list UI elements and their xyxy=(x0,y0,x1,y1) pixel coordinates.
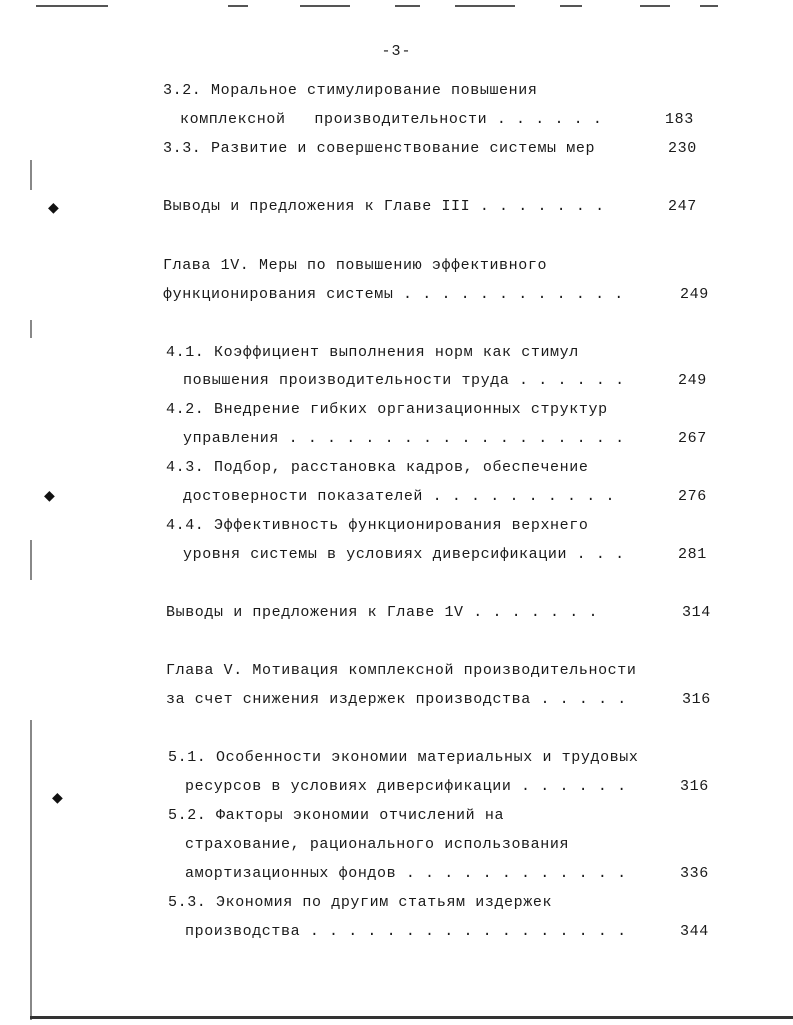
toc-entry-4-4-line2: уровня системы в условиях диверсификации . . . xyxy=(183,546,625,563)
toc-chapter-5-line1: Глава V. Мотивация комплексной производительности xyxy=(166,662,637,679)
toc-page-ch4: 249 xyxy=(680,286,709,303)
toc-entry-3-2-line2: комплексной производительности . . . . . . xyxy=(180,111,603,128)
toc-entry-ch3-conclusions: Выводы и предложения к Главе III . . . . . . . xyxy=(163,198,605,215)
toc-entry-5-2-line3: амортизационных фондов . . . . . . . . . . . . xyxy=(185,865,627,882)
toc-page-4-2: 267 xyxy=(678,430,707,447)
toc-chapter-5-line2: за счет снижения издержек производства . . . . . xyxy=(166,691,627,708)
toc-page-3-3: 230 xyxy=(668,140,697,157)
toc-entry-4-3-line1: 4.3. Подбор, расстановка кадров, обеспечение xyxy=(166,459,589,476)
scan-left-edge xyxy=(30,120,34,1025)
toc-entry-3-3: 3.3. Развитие и совершенствование системы мер xyxy=(163,140,596,157)
toc-page-4-3: 276 xyxy=(678,488,707,505)
binding-hole-mark: ◆ xyxy=(48,199,59,219)
toc-entry-4-1-line1: 4.1. Коэффициент выполнения норм как стимул xyxy=(166,344,579,361)
toc-entry-4-2-line1: 4.2. Внедрение гибких организационных структур xyxy=(166,401,608,418)
toc-chapter-4-line2: функционирования системы . . . . . . . . . . . . xyxy=(163,286,624,303)
toc-entry-4-2-line2: управления . . . . . . . . . . . . . . . . . . xyxy=(183,430,625,447)
toc-entry-5-2-line2: страхование, рационального использования xyxy=(185,836,570,853)
toc-page-ch5: 316 xyxy=(682,691,711,708)
toc-entry-5-3-line2: производства . . . . . . . . . . . . . . . . . xyxy=(185,923,627,940)
toc-page-5-2: 336 xyxy=(680,865,709,882)
toc-entry-5-1-line2: ресурсов в условиях диверсификации . . . . . . xyxy=(185,778,627,795)
toc-page-5-1: 316 xyxy=(680,778,709,795)
toc-entry-4-4-line1: 4.4. Эффективность функционирования верхнего xyxy=(166,517,589,534)
page-number: -3- xyxy=(381,43,412,60)
toc-page-5-3: 344 xyxy=(680,923,709,940)
toc-entry-ch4-conclusions: Выводы и предложения к Главе 1V . . . . . . . xyxy=(166,604,599,621)
scan-bottom-edge xyxy=(30,1016,793,1019)
toc-page-ch4-conclusions: 314 xyxy=(682,604,711,621)
toc-page-4-1: 249 xyxy=(678,372,707,389)
toc-page-ch3-conclusions: 247 xyxy=(668,198,697,215)
toc-page-4-4: 281 xyxy=(678,546,707,563)
toc-entry-5-2-line1: 5.2. Факторы экономии отчислений на xyxy=(168,807,505,824)
toc-entry-4-1-line2: повышения производительности труда . . . . . . xyxy=(183,372,625,389)
binding-hole-mark: ◆ xyxy=(44,487,55,507)
scan-top-edge xyxy=(0,0,793,14)
binding-hole-mark: ◆ xyxy=(52,789,63,809)
toc-page-3-2: 183 xyxy=(665,111,694,128)
toc-entry-5-1-line1: 5.1. Особенности экономии материальных и трудовых xyxy=(168,749,639,766)
toc-entry-3-2-line1: 3.2. Моральное стимулирование повышения xyxy=(163,82,538,99)
toc-entry-5-3-line1: 5.3. Экономия по другим статьям издержек xyxy=(168,894,553,911)
toc-chapter-4-line1: Глава 1V. Меры по повышению эффективного xyxy=(163,257,548,274)
toc-entry-4-3-line2: достоверности показателей . . . . . . . . . . xyxy=(183,488,616,505)
